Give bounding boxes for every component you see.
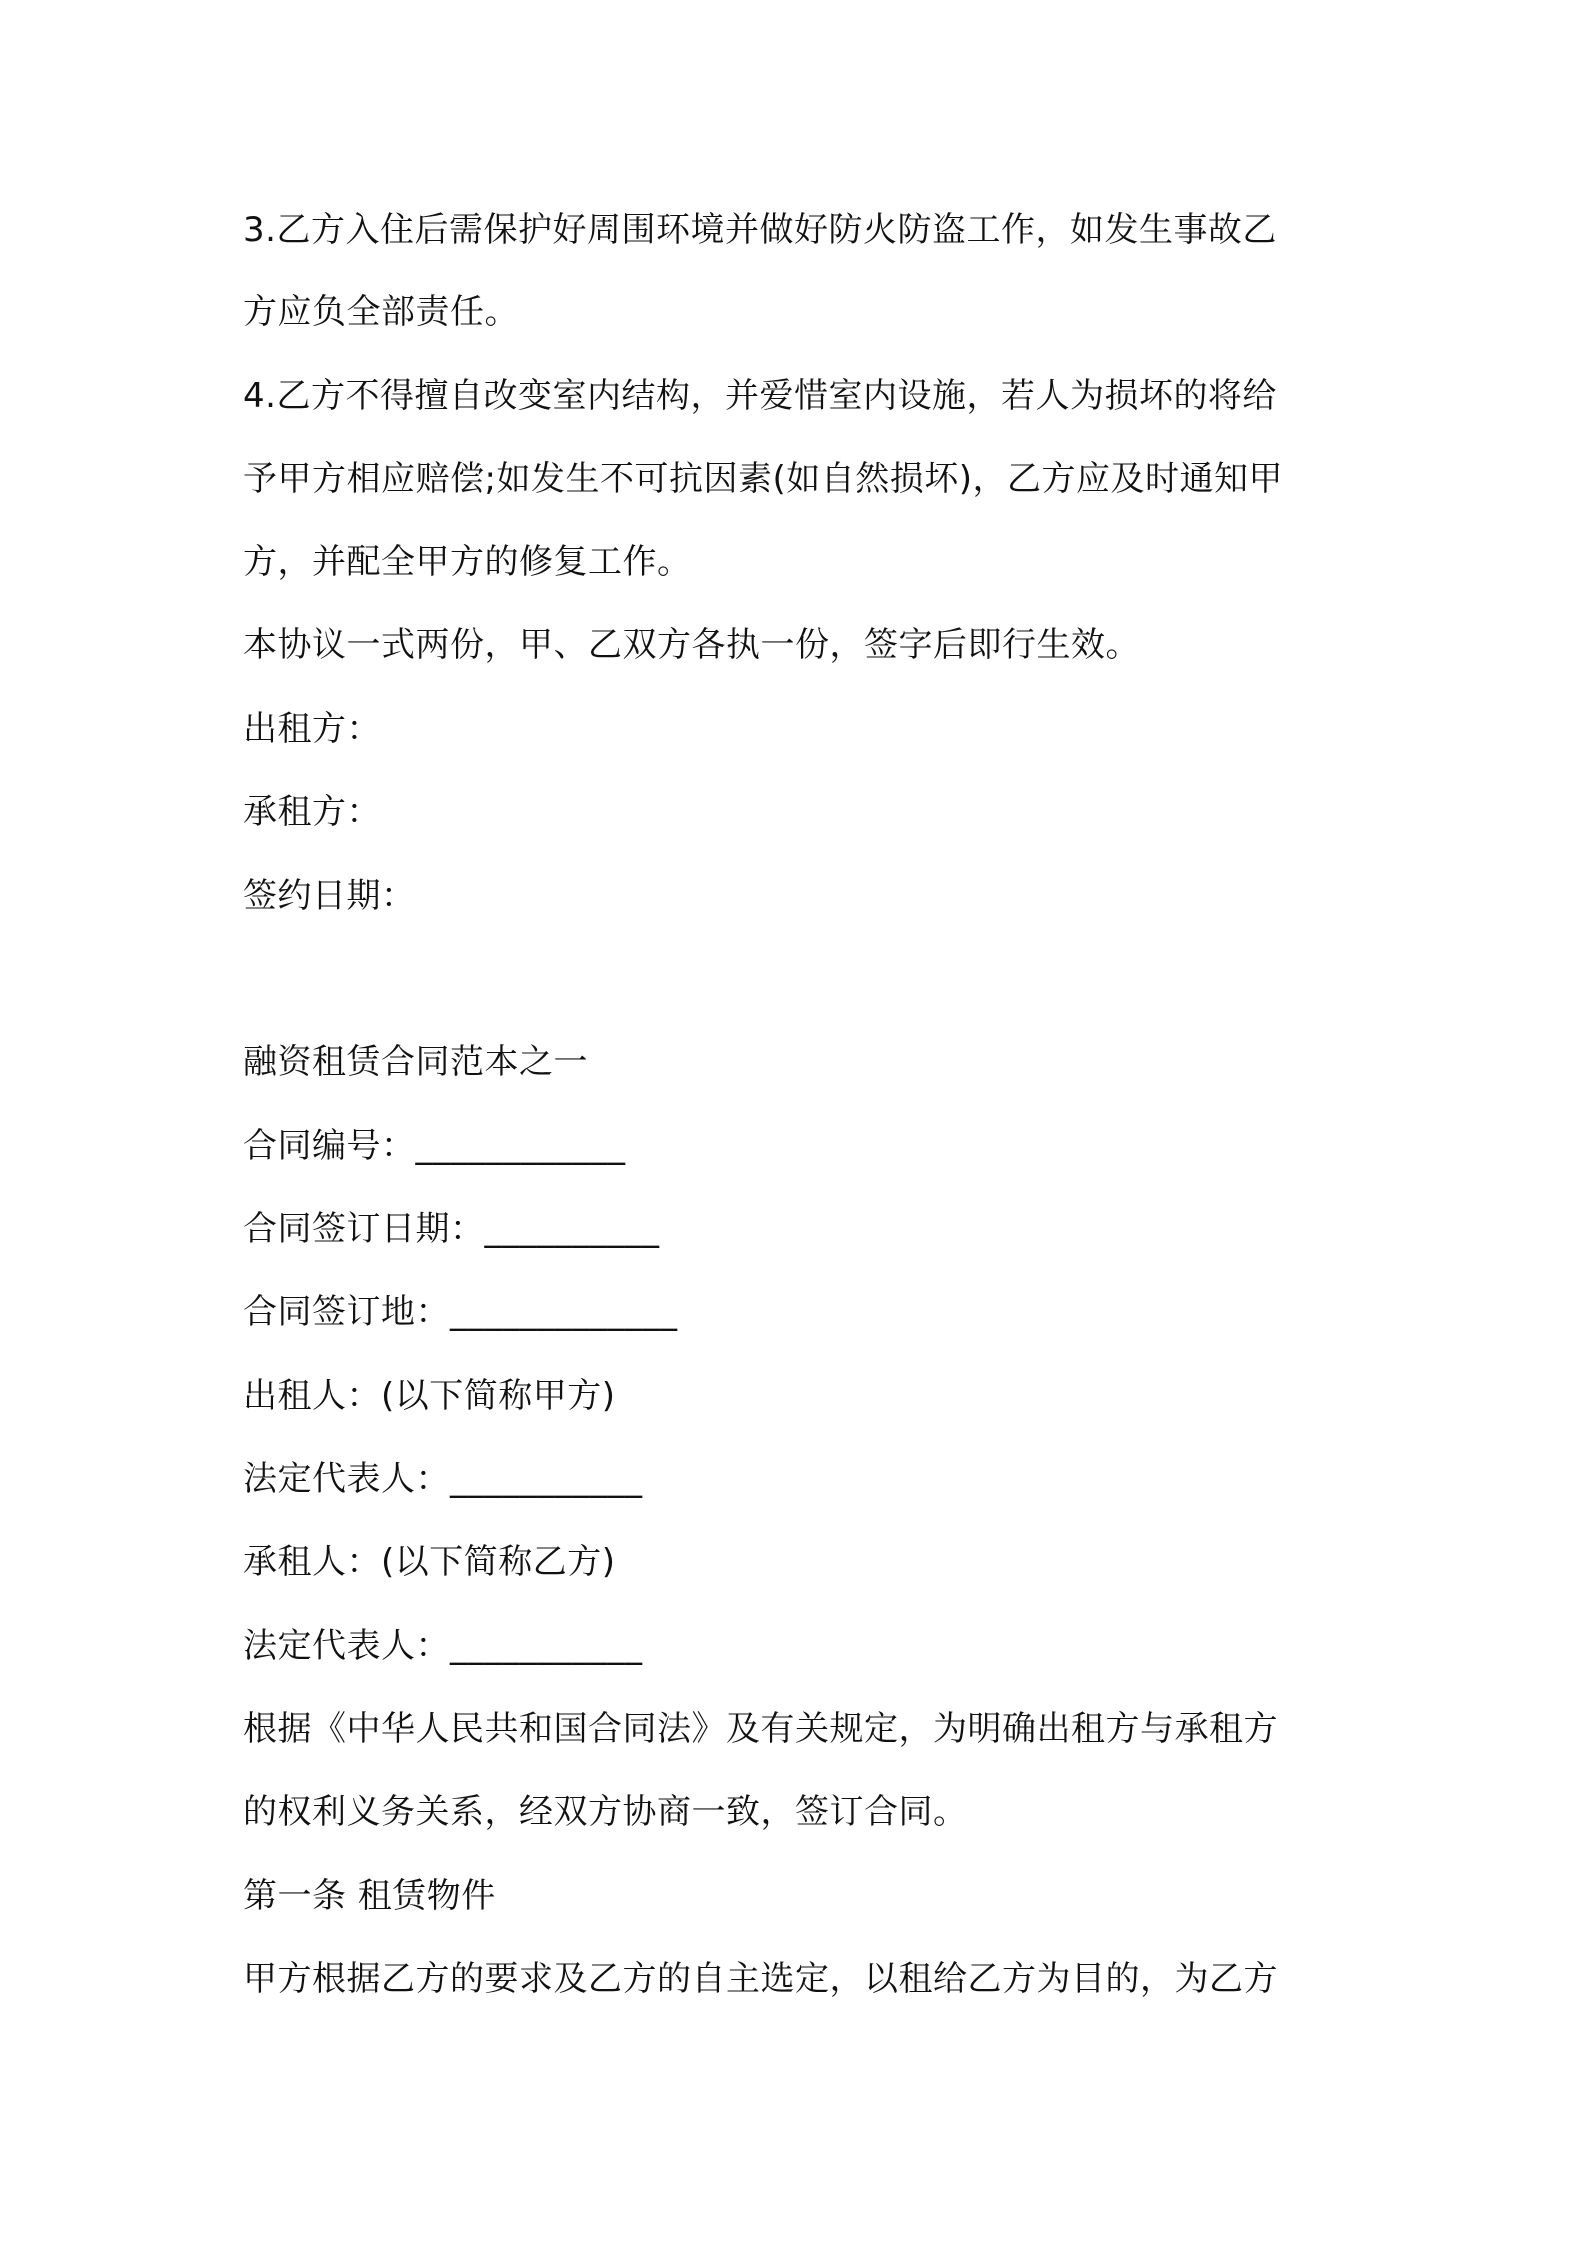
clause-4-line-1: 4.乙方不得擅自改变室内结构，并爱惜室内设施，若人为损坏的将给 <box>243 376 1277 416</box>
contract-place-field: 合同签订地：_____________ <box>243 1292 678 1332</box>
article-1-line-1: 甲方根据乙方的要求及乙方的自主选定，以租给乙方为目的，为乙方 <box>243 1959 1278 1999</box>
contract-title: 融资租赁合同范本之一 <box>243 1042 588 1082</box>
lessee-representative-field: 法定代表人：___________ <box>243 1626 643 1666</box>
clause-3-line-2: 方应负全部责任。 <box>243 292 519 332</box>
lessor-signature-label: 出租方： <box>243 709 381 749</box>
agreement-effect-line: 本协议一式两份，甲、乙双方各执一份，签字后即行生效。 <box>243 625 1140 665</box>
lessee-party-label: 承租人：(以下简称乙方) <box>243 1542 616 1582</box>
clause-4-line-2: 予甲方相应赔偿;如发生不可抗因素(如自然损坏)，乙方应及时通知甲 <box>243 459 1283 499</box>
contract-date-field: 合同签订日期：__________ <box>243 1209 660 1249</box>
lessor-representative-field: 法定代表人：___________ <box>243 1459 643 1499</box>
lessor-party-label: 出租人：(以下简称甲方) <box>243 1376 616 1416</box>
preamble-line-2: 的权利义务关系，经双方协商一致，签订合同。 <box>243 1792 968 1832</box>
lessee-signature-label: 承租方： <box>243 792 381 832</box>
preamble-line-1: 根据《中华人民共和国合同法》及有关规定，为明确出租方与承租方 <box>243 1709 1278 1749</box>
clause-3-line-1: 3.乙方入住后需保护好周围环境并做好防火防盗工作，如发生事故乙 <box>243 210 1277 250</box>
contract-number-field: 合同编号：____________ <box>243 1126 626 1166</box>
clause-4-line-3: 方，并配全甲方的修复工作。 <box>243 542 692 582</box>
article-1-heading: 第一条 租赁物件 <box>243 1876 496 1916</box>
signing-date-label: 签约日期： <box>243 876 416 916</box>
